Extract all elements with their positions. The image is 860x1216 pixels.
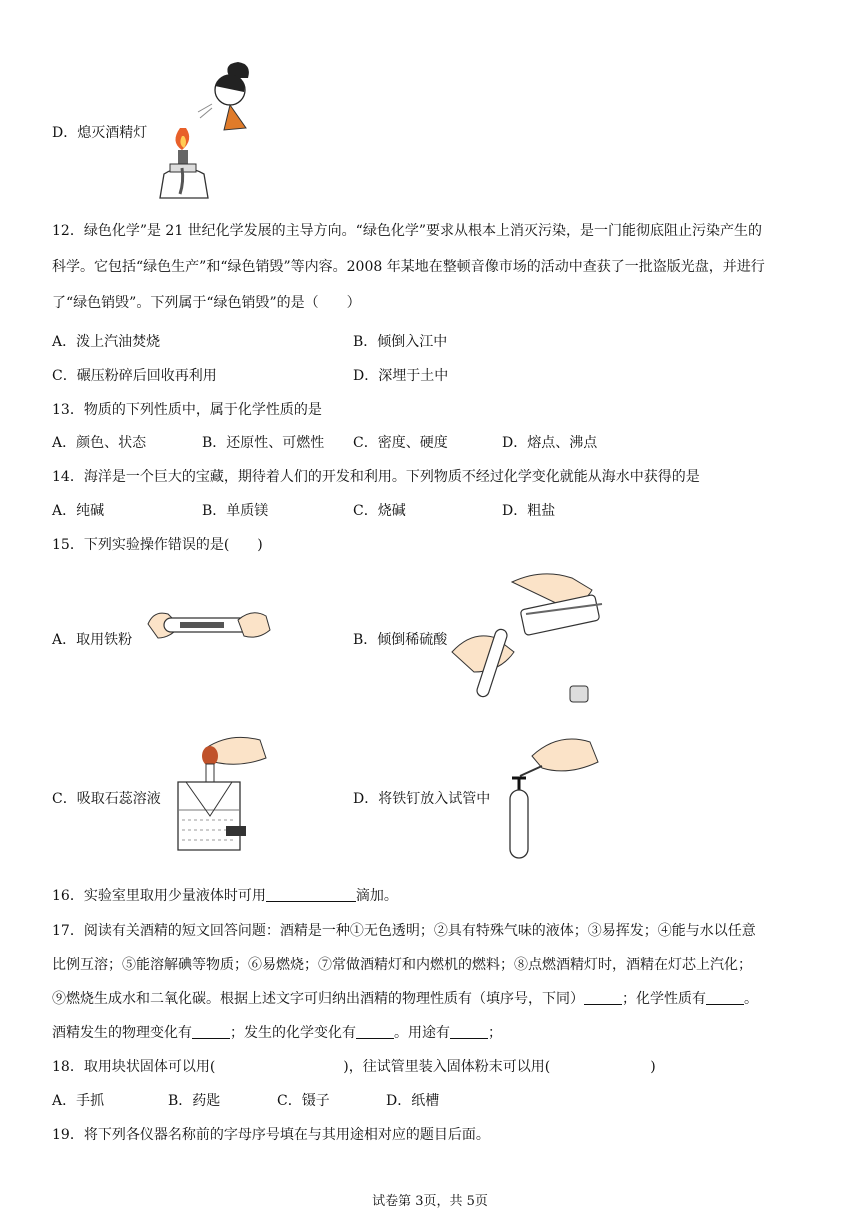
q16-stem: 16．实验室里取用少量液体时可用 xyxy=(52,888,266,904)
q15-option-d: D．将铁钉放入试管中 xyxy=(353,791,491,807)
q17-line4-text-b: ；发生的化学变化有 xyxy=(230,1025,356,1041)
q17-blank-chemical-change[interactable] xyxy=(356,1024,394,1039)
q15-option-c: C．吸取石蕊溶液 xyxy=(52,791,161,807)
q18-option-d: D．纸槽 xyxy=(386,1093,440,1109)
q12-stem-line3: 了“绿色销毁”。下列属于“绿色销毁”的是（ ） xyxy=(52,295,361,311)
q18-option-a: A．手抓 xyxy=(52,1093,105,1109)
iron-nail-test-tube-illustration xyxy=(502,732,602,860)
q17-line4 xyxy=(52,1022,502,1042)
q14-stem: 14．海洋是一个巨大的宝藏，期待着人们的开发和利用。下列物质不经过化学变化就能从海水中获得的是 xyxy=(52,469,700,485)
q12-stem-line1: 12．绿色化学”是 21 世纪化学发展的主导方向。“绿色化学”要求从根本上消灭污染，是一门能彻底阻止污染产生的 xyxy=(52,223,762,239)
q13-stem: 13．物质的下列性质中，属于化学性质的是 xyxy=(52,402,322,418)
q17-blank-chemical-properties[interactable] xyxy=(706,990,744,1005)
q12-option-c: C．碾压粉碎后回收再利用 xyxy=(52,368,217,384)
q17-line4-text-c: 。用途有 xyxy=(394,1025,450,1041)
q15-option-b: B．倾倒稀硫酸 xyxy=(353,632,448,648)
q11-option-d: D．熄灭酒精灯 xyxy=(52,125,148,141)
q12-stem-line2: 科学。它包括“绿色生产”和“绿色销毁”等内容。2008 年某地在整顿音像市场的活动中查获了一批盗版光盘，并进行 xyxy=(52,259,765,275)
q17-line3-text-a: ⑨燃烧生成水和二氧化碳。根据上述文字可归纳出酒精的物理性质有（填序号，下同） xyxy=(52,991,584,1007)
q14-option-c: C．烧碱 xyxy=(353,503,406,519)
q17-line3 xyxy=(52,988,758,1008)
q15-stem: 15．下列实验操作错误的是( ) xyxy=(52,537,263,553)
q17-line4-text-a: 酒精发生的物理变化有 xyxy=(52,1025,192,1041)
q17-blank-uses[interactable] xyxy=(450,1024,488,1039)
q18-text-part1: 18．取用块状固体可以用( xyxy=(52,1059,216,1075)
litmus-dropper-illustration xyxy=(170,732,290,854)
q12-option-b: B．倾倒入江中 xyxy=(353,334,448,350)
q14-option-d: D．粗盐 xyxy=(502,503,556,519)
q13-option-a: A．颜色、状态 xyxy=(52,435,147,451)
q14-option-b: B．单质镁 xyxy=(202,503,269,519)
q13-option-b: B．还原性、可燃性 xyxy=(202,435,325,451)
q12-option-a: A．泼上汽油焚烧 xyxy=(52,334,161,350)
q17-blank-physical-properties[interactable] xyxy=(584,990,622,1005)
q18-option-b: B．药匙 xyxy=(168,1093,221,1109)
q16-stem-end: 滴加。 xyxy=(355,888,398,904)
q12-option-d: D．深埋于土中 xyxy=(353,368,449,384)
q17-line3-text-c: 。 xyxy=(744,991,758,1007)
q13-option-d: D．熔点、沸点 xyxy=(502,435,598,451)
q17-blank-physical-change[interactable] xyxy=(192,1024,230,1039)
pouring-acid-illustration xyxy=(452,568,612,706)
q18-option-c: C．镊子 xyxy=(277,1093,330,1109)
q17-line1: 17．阅读有关酒精的短文回答问题：酒精是一种①无色透明；②具有特殊气味的液体；③易挥发；④能与水以任意 xyxy=(52,923,756,939)
taking-iron-powder-illustration xyxy=(140,602,280,652)
q19-stem: 19．将下列各仪器名称前的字母序号填在与其用途相对应的题目后面。 xyxy=(52,1127,490,1143)
q17-line3-text-b: ；化学性质有 xyxy=(622,991,706,1007)
q18-stem xyxy=(52,1056,656,1076)
page-footer: 试卷第 3页，共 5页 xyxy=(372,1194,488,1209)
q17-line4-text-d: ； xyxy=(488,1025,502,1041)
q18-text-part3: ) xyxy=(650,1059,656,1075)
q17-line2: 比例互溶；⑤能溶解碘等物质；⑥易燃烧；⑦常做酒精灯和内燃机的燃料；⑧点燃酒精灯时，酒精在灯芯上汽化； xyxy=(52,957,752,973)
q15-option-a: A．取用铁粉 xyxy=(52,632,133,648)
q16-blank[interactable] xyxy=(266,887,356,902)
q13-option-c: C．密度、硬度 xyxy=(353,435,448,451)
q16-line xyxy=(52,885,398,905)
q14-option-a: A．纯碱 xyxy=(52,503,105,519)
q18-text-part2: )，往试管里装入固体粉末可以用( xyxy=(343,1059,551,1075)
extinguish-lamp-illustration xyxy=(160,58,260,208)
